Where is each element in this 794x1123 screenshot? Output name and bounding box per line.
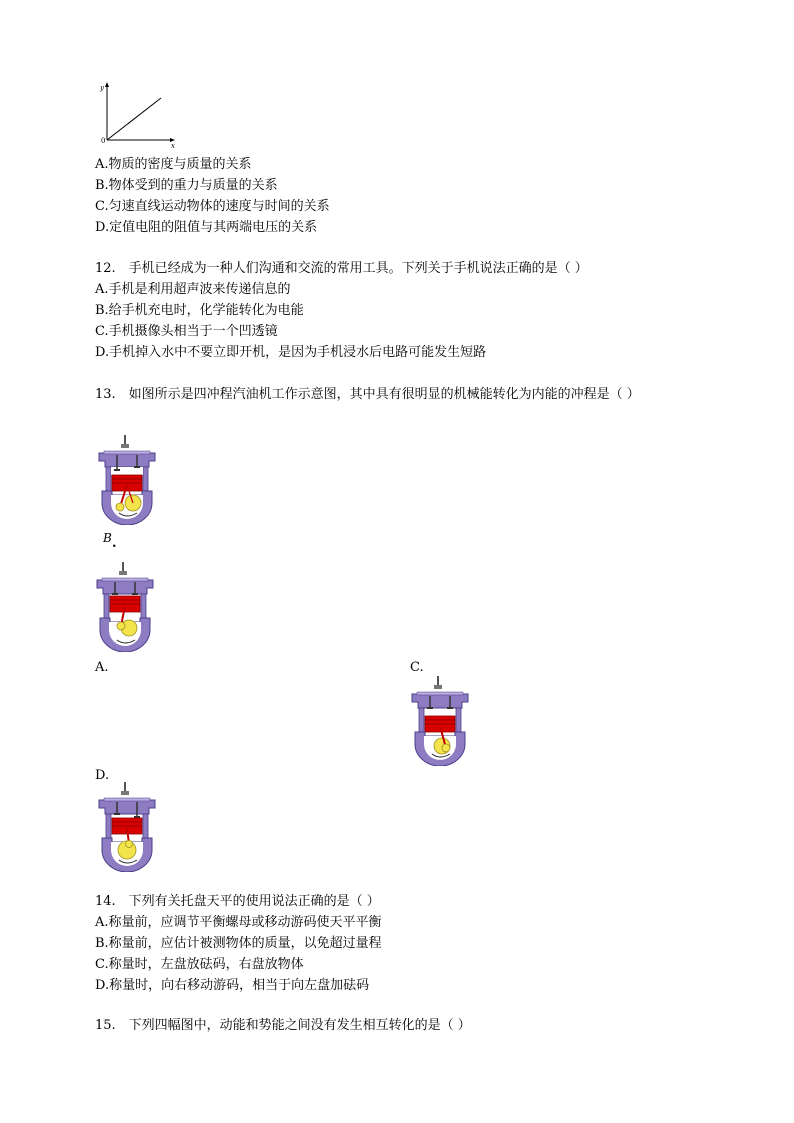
graph-line	[107, 98, 161, 140]
q11-option-c: C.匀速直线运动物体的速度与时间的关系	[95, 199, 330, 214]
q14-option-b: B.称量前，应估计被测物体的质量，以免超过量程	[95, 936, 382, 951]
q14-option-a: A.称量前，应调节平衡螺母或移动游码使天平平衡	[95, 915, 382, 930]
q13-label-a: A.	[95, 660, 109, 675]
origin-label: 0	[101, 137, 106, 145]
q13-label-c: C.	[410, 660, 424, 675]
q12-stem: 12. 手机已经成为一种人们沟通和交流的常用工具。下列关于手机说法正确的是（ ）	[95, 261, 588, 276]
linear-graph	[95, 80, 180, 148]
q12-option-c: C.手机摄像头相当于一个凹透镜	[95, 324, 278, 339]
q13-label-b: B	[103, 531, 112, 545]
engine-diagram-c	[410, 674, 470, 766]
x-axis-label: x	[171, 142, 175, 148]
q13-label-b-dot: .	[112, 536, 117, 551]
q15-stem: 15. 下列四幅图中，动能和势能之间没有发生相互转化的是（ ）	[95, 1018, 471, 1033]
q14-stem: 14. 下列有关托盘天平的使用说法正确的是（ ）	[95, 894, 380, 909]
q14-option-c: C.称量时，左盘放砝码，右盘放物体	[95, 957, 304, 972]
q11-option-d: D.定值电阻的阻值与其两端电压的关系	[95, 220, 318, 235]
q11-option-b: B.物体受到的重力与质量的关系	[95, 178, 278, 193]
engine-diagram-b	[97, 433, 157, 525]
y-axis-label: y	[100, 84, 104, 92]
q14-option-d: D.称量时，向右移动游码，相当于向左盘加砝码	[95, 978, 370, 993]
engine-diagram-d	[97, 780, 157, 872]
q12-option-b: B.给手机充电时，化学能转化为电能	[95, 303, 304, 318]
q11-option-a: A.物质的密度与质量的关系	[95, 157, 252, 172]
q13-stem: 13. 如图所示是四冲程汽油机工作示意图，其中具有很明显的机械能转化为内能的冲程是（ ）	[95, 387, 640, 402]
engine-diagram-a	[95, 560, 155, 652]
y-axis-arrow	[105, 82, 109, 87]
q12-option-d: D.手机掉入水中不要立即开机，是因为手机浸水后电路可能发生短路	[95, 345, 487, 360]
q12-option-a: A.手机是利用超声波来传递信息的	[95, 282, 291, 297]
q13-label-d: D.	[95, 768, 110, 783]
